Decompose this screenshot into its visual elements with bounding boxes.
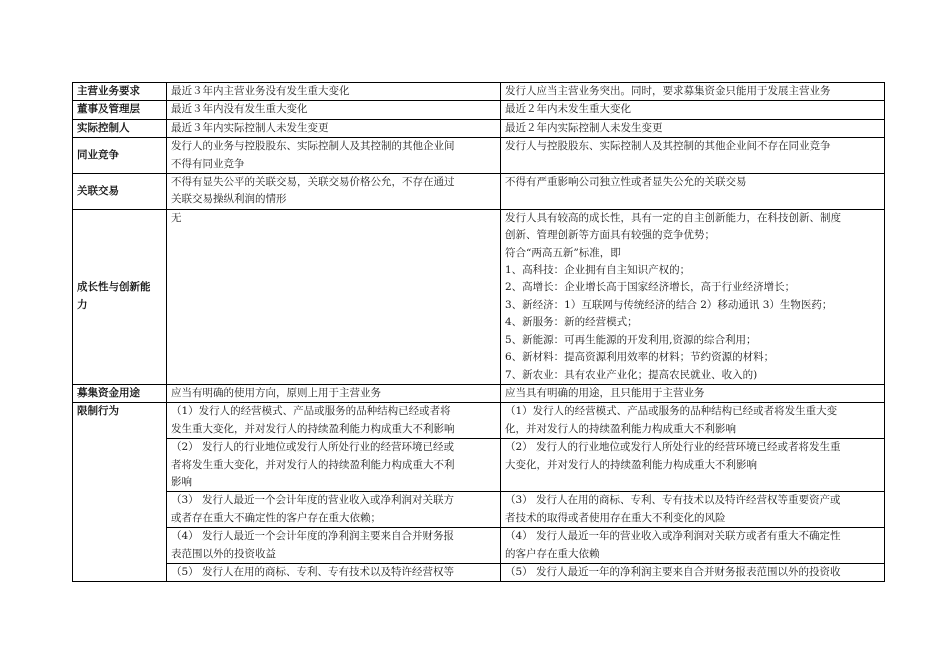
gem-board-cell: 最近２年内实际控制人未发生变更 (501, 119, 885, 137)
table-row (73, 174, 885, 210)
row-header: 主营业务要求 (73, 83, 167, 101)
main-board-cell: 发行人的业务与控股股东、实际控制人及其控制的其他企业间 不得有同业竞争 (167, 138, 501, 174)
row-header: 实际控制人 (73, 119, 167, 137)
table-row (73, 138, 885, 174)
table-row (73, 528, 885, 564)
table-row (73, 384, 885, 402)
gem-board-cell: （4） 发行人最近一年的营业收入或净利润对关联方或者有重大不确定性 的客户存在重大依赖 (501, 528, 885, 564)
gem-board-cell: 发行人应当主营业务突出。同时，要求募集资金只能用于发展主营业务 (501, 83, 885, 101)
table-row (73, 403, 885, 439)
main-board-cell: 不得有显失公平的关联交易，关联交易价格公允，不存在通过 关联交易操纵利润的情形 (167, 174, 501, 210)
row-header: 成长性与创新能 力 (73, 209, 167, 384)
table-row (73, 209, 885, 384)
gem-board-cell: 不得有严重影响公司独立性或者显失公允的关联交易 (501, 174, 885, 210)
table-row (73, 83, 885, 101)
row-header: 董事及管理层 (73, 101, 167, 119)
comparison-table (72, 82, 885, 582)
gem-board-cell: 应当具有明确的用途，且只能用于主营业务 (501, 384, 885, 402)
main-board-cell: 无 (167, 209, 501, 384)
main-board-cell: （2） 发行人的行业地位或发行人所处行业的经营环境已经或 者将发生重大变化，并对发行人的持续盈利能力构成重大不利 影响 (167, 439, 501, 492)
main-board-cell: 最近３年内实际控制人未发生变更 (167, 119, 501, 137)
row-header: 同业竞争 (73, 138, 167, 174)
main-board-cell: 应当有明确的使用方向，原则上用于主营业务 (167, 384, 501, 402)
gem-board-cell: （5） 发行人最近一年的净利润主要来自合并财务报表范围以外的投资收 (501, 563, 885, 581)
gem-board-cell: （1）发行人的经营模式、产品或服务的品种结构已经或者将发生重大变 化，并对发行人的持续盈利能力构成重大不利影响 (501, 403, 885, 439)
main-board-cell: （4） 发行人最近一个会计年度的净利润主要来自合并财务报 表范围以外的投资收益 (167, 528, 501, 564)
gem-board-cell: （2） 发行人的行业地位或发行人所处行业的经营环境已经或者将发生重 大变化，并对发行人的持续盈利能力构成重大不利影响 (501, 439, 885, 492)
gem-board-cell: 最近２年内未发生重大变化 (501, 101, 885, 119)
table-row (73, 101, 885, 119)
gem-board-cell: 发行人与控股股东、实际控制人及其控制的其他企业间不存在同业竞争 (501, 138, 885, 174)
table-row (73, 563, 885, 581)
row-header: 关联交易 (73, 174, 167, 210)
main-board-cell: （3） 发行人最近一个会计年度的营业收入或净利润对关联方 或者存在重大不确定性的客户存在重大依赖； (167, 492, 501, 528)
main-board-cell: （1）发行人的经营模式、产品或服务的品种结构已经或者将 发生重大变化，并对发行人的持续盈利能力构成重大不利影响 (167, 403, 501, 439)
row-header: 募集资金用途 (73, 384, 167, 402)
row-header: 限制行为 (73, 403, 167, 582)
gem-board-cell: 发行人具有较高的成长性，具有一定的自主创新能力，在科技创新、制度 创新、管理创新等方面具有较强的竞争优势； 符合“两高五新”标准，即 1、高科技：企业拥有自主知识产权的； 2、高增长：企业增长高于国家经济增长，高于行业经济增长； 3、新经济：1）互联网与传统经济的结合 2）移动通讯 3）生物医药； 4、新服务：新的经营模式； 5、新能源：可再生能源的开发利用,资源的综合利用； 6、新材料：提高资源利用效率的材料；节约资源的材料； 7、新农业：具有农业产业化；提高农民就业、收入的) (501, 209, 885, 384)
gem-board-cell: （3） 发行人在用的商标、专利、专有技术以及特许经营权等重要资产或 者技术的取得或者使用存在重大不利变化的风险 (501, 492, 885, 528)
main-board-cell: 最近３年内没有发生重大变化 (167, 101, 501, 119)
table-row (73, 119, 885, 137)
table-row (73, 492, 885, 528)
main-board-cell: （5） 发行人在用的商标、专利、专有技术以及特许经营权等 (167, 563, 501, 581)
main-board-cell: 最近３年内主营业务没有发生重大变化 (167, 83, 501, 101)
table-row (73, 439, 885, 492)
